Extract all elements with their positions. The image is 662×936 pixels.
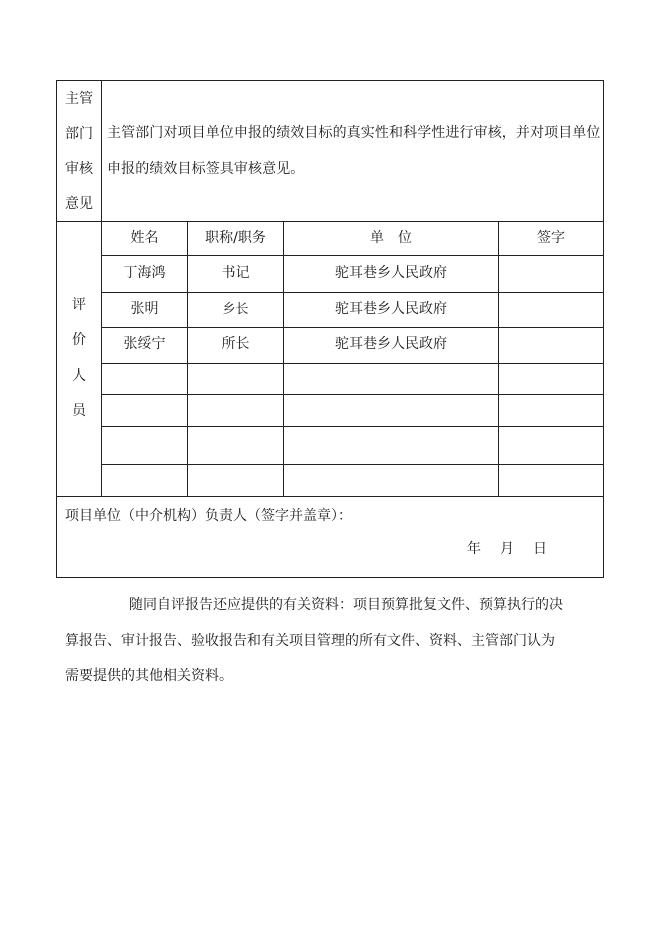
evaluator-unit: 驼耳巷乡人民政府 (335, 336, 447, 352)
row-divider-2 (101, 327, 603, 328)
audit-label-line-4: 意见 (65, 196, 93, 212)
header-title: 职称/职务 (205, 230, 266, 246)
date-month-label: 月 (500, 541, 514, 557)
row-divider-5 (101, 426, 603, 427)
evaluator-unit: 驼耳巷乡人民政府 (335, 301, 447, 317)
header-name: 姓名 (130, 230, 159, 246)
audit-label-line-1: 主管 (65, 91, 93, 107)
col-divider-3 (498, 221, 499, 496)
row-divider-6 (101, 464, 603, 465)
audit-divider (101, 81, 102, 221)
row-divider-1 (101, 292, 603, 293)
evaluator-name: 丁海鸿 (123, 265, 166, 281)
col-divider-1 (187, 221, 188, 496)
audit-opinion-text: 主管部门对项目单位申报的绩效目标的真实性和科学性进行审核，并对项目单位申报的绩效目标签具审核意见。 (107, 125, 601, 177)
header-unit: 单 位 (370, 230, 412, 246)
evaluators-label-char-2: 价 (72, 332, 86, 348)
section-divider-audit (57, 221, 603, 222)
attachments-note: 随同自评报告还应提供的有关资料：项目预算批复文件、预算执行的决算报告、审计报告、验收报告和有关项目管理的所有文件、资料、主管部门认为需要提供的其他相关资料。 (65, 597, 563, 684)
section-divider-evaluators (57, 496, 603, 497)
evaluation-form-table (56, 80, 604, 578)
date-day-label: 日 (533, 541, 547, 557)
evaluators-label-divider (101, 221, 102, 496)
evaluator-title: 所长 (221, 336, 250, 352)
date-year-label: 年 (467, 541, 481, 557)
evaluator-name: 张绥宁 (123, 336, 166, 352)
evaluator-title: 乡长 (222, 302, 249, 317)
evaluators-label-char-1: 评 (72, 297, 86, 313)
evaluators-label-char-3: 人 (72, 368, 86, 384)
evaluators-label-char-4: 员 (72, 403, 86, 419)
header-signature: 签字 (537, 230, 565, 246)
col-divider-2 (283, 221, 284, 496)
evaluator-name: 张明 (130, 301, 159, 317)
audit-label-line-3: 审核 (65, 161, 93, 177)
evaluator-unit: 驼耳巷乡人民政府 (335, 265, 447, 281)
row-divider-3 (101, 363, 603, 364)
row-divider-header (101, 255, 603, 256)
row-divider-4 (101, 394, 603, 395)
evaluator-title: 书记 (221, 265, 250, 281)
responsible-person-label: 项目单位（中介机构）负责人（签字并盖章）： (65, 508, 352, 524)
audit-label-line-2: 部门 (65, 126, 93, 142)
